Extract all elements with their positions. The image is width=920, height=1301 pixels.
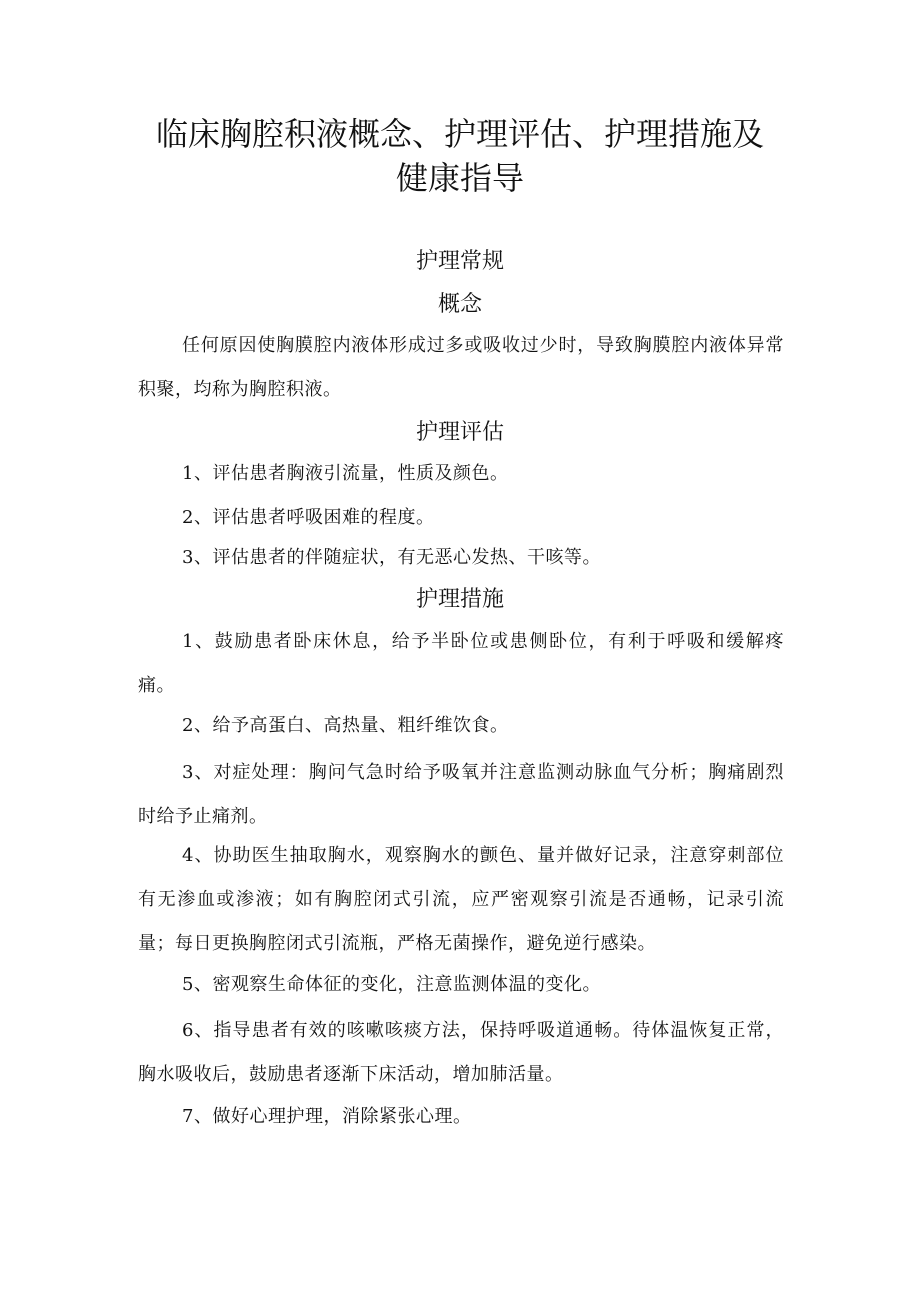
document-title-line-2: 健康指导 <box>395 159 524 197</box>
assessment-item: 1、评估患者胸液引流量，性质及颜色。 <box>182 463 509 484</box>
document-title-line-1: 临床胸腔积液概念、护理评估、护理措施及 <box>155 115 764 153</box>
measure-item: 1、鼓励患者卧床休息，给予半卧位或患侧卧位，有利于呼吸和缓解疼痛。 <box>138 631 784 696</box>
document-title <box>0 112 920 200</box>
section-heading-routine: 护理常规 <box>415 249 504 274</box>
measure-item: 4、协助医生抽取胸水，观察胸水的颤色、量并做好记录，注意穿刺部位有无渗血或渗液；如有胸腔闭式引流，应严密观察引流是否通畅，记录引流量；每日更换胸腔闭式引流瓶，严格无菌操作，避免逆行感染。 <box>138 845 784 954</box>
assessment-item: 3、评估患者的伴随症状，有无恶心发热、干咳等。 <box>182 547 601 568</box>
assessment-item: 2、评估患者呼吸困难的程度。 <box>182 507 435 528</box>
section-heading-measures: 护理措施 <box>415 587 504 612</box>
section-heading-assessment: 护理评估 <box>415 420 504 445</box>
section-heading-concept: 概念 <box>437 292 482 317</box>
concept-paragraph: 任何原因使胸膜腔内液体形成过多或吸收过少时，导致胸膜腔内液体异常积聚，均称为胸腔积液。 <box>138 335 784 400</box>
measure-item: 6、指导患者有效的咳嗽咳痰方法，保持呼吸道通畅。待体温恢复正常，胸水吸收后，鼓励患者逐渐下床活动，增加肺活量。 <box>138 1020 784 1085</box>
measure-item: 2、给予高蛋白、高热量、粗纤维饮食。 <box>182 715 509 736</box>
measure-item: 5、密观察生命体征的变化，注意监测体温的变化。 <box>182 974 601 995</box>
measure-item: 3、对症处理：胸问气急时给予吸氧并注意监测动脉血气分析；胸痛剧烈时给予止痛剂。 <box>138 762 784 827</box>
measure-item: 7、做好心理护理，消除紧张心理。 <box>182 1106 472 1127</box>
